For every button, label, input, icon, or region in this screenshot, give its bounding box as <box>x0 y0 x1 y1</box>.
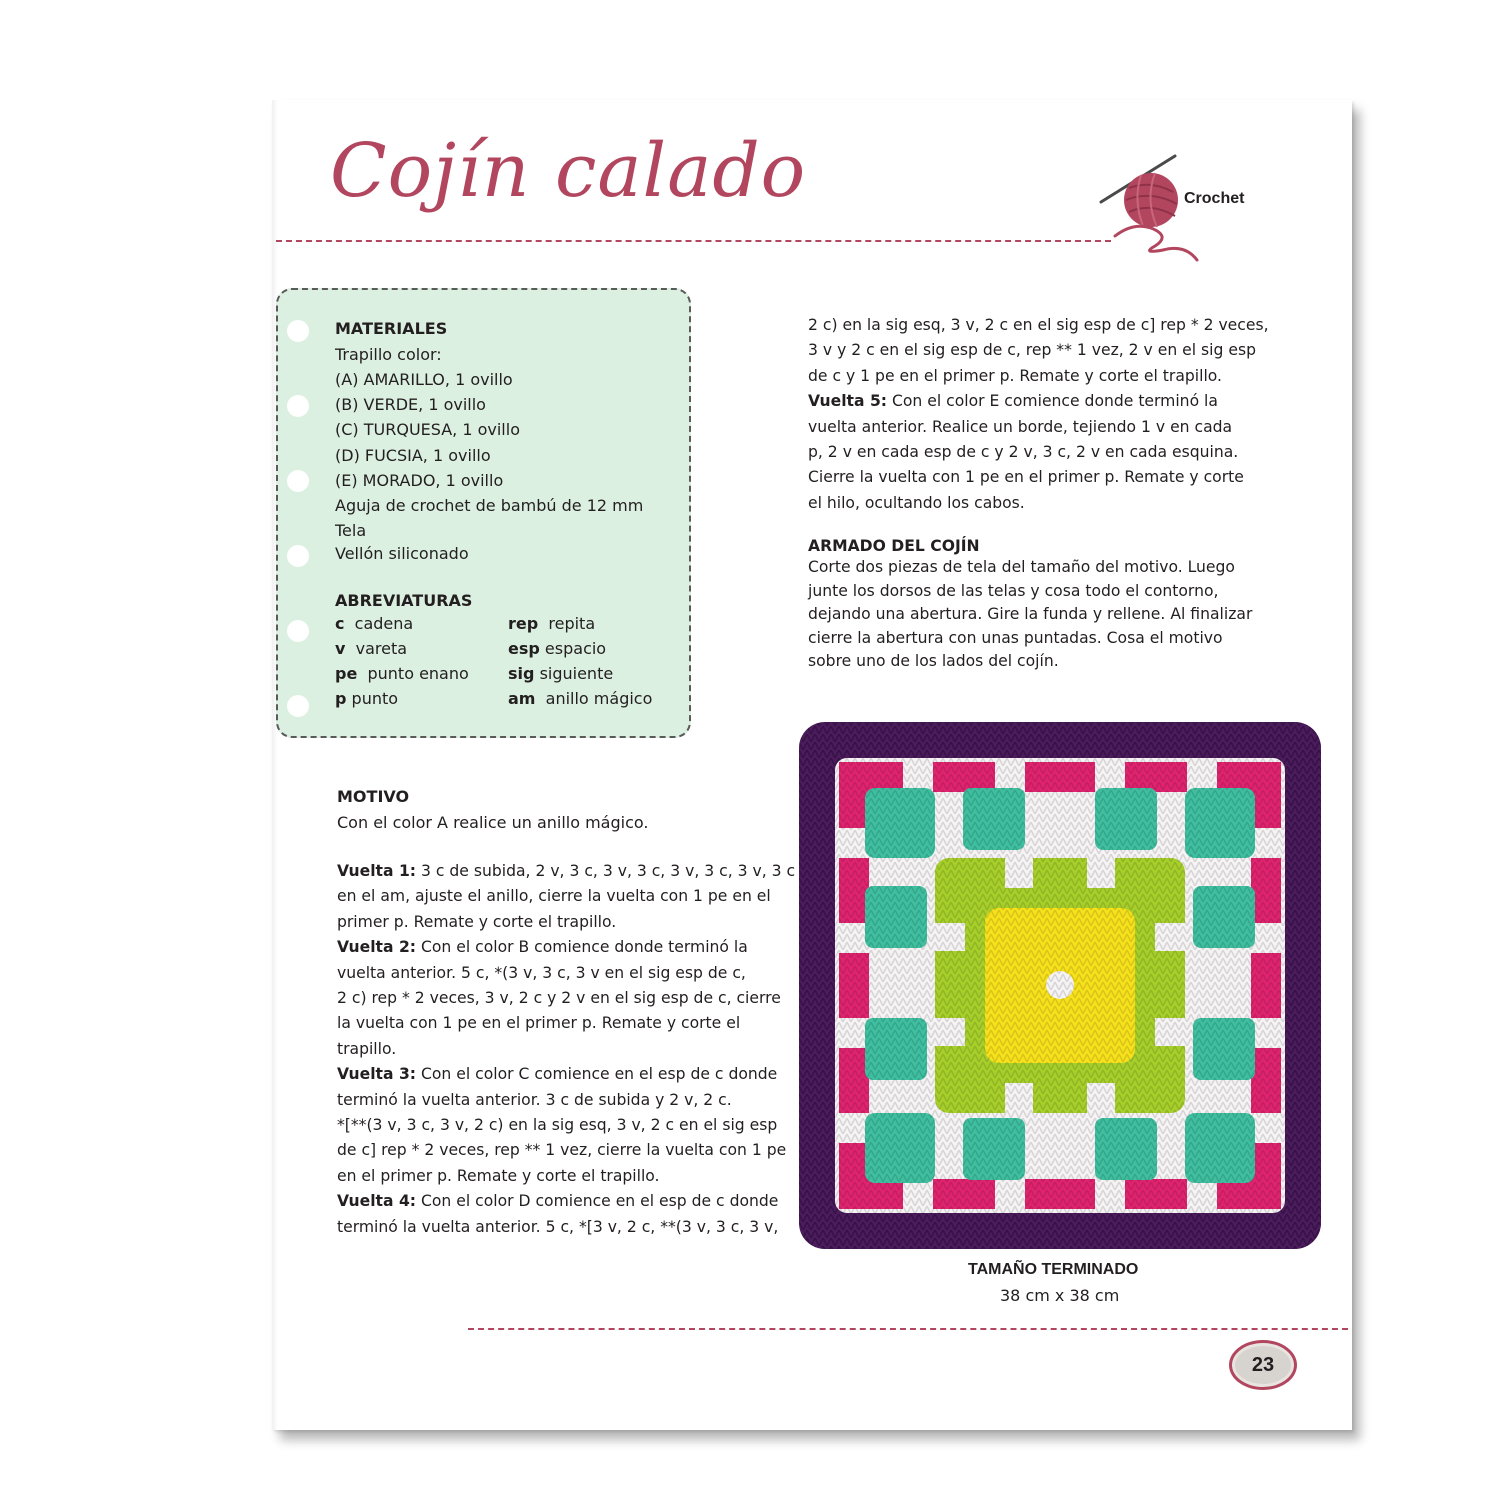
round-line: Vuelta 2: Con el color B comience donde terminó la <box>337 938 748 957</box>
header-dashed-rule <box>276 240 1111 242</box>
motivo-intro: Con el color A realice un anillo mágico. <box>337 813 649 832</box>
materials-item: Trapillo color: <box>335 345 442 364</box>
round-line: vuelta anterior. 5 c, *(3 v, 3 c, 3 v en el sig esp de c, <box>337 963 746 982</box>
materials-item: Aguja de crochet de bambú de 12 mm <box>335 496 644 515</box>
finished-size-label: TAMAÑO TERMINADO <box>968 1261 1139 1278</box>
page-title: Cojín calado <box>330 128 807 214</box>
right-column-text <box>808 313 1269 516</box>
materials-item: (C) TURQUESA, 1 ovillo <box>335 420 520 439</box>
round-line: en el primer p. Remate y corte el trapillo. <box>337 1166 660 1185</box>
round-line: Vuelta 3: Con el color C comience en el esp de c donde <box>337 1065 778 1084</box>
materials-item: (A) AMARILLO, 1 ovillo <box>335 370 513 389</box>
round-line: Cierre la vuelta con 1 pe en el primer p. Remate y corte <box>808 468 1244 487</box>
round-line: en el am, ajuste el anillo, cierre la vuelta con 1 pe en el <box>337 887 771 906</box>
section-label: Crochet <box>1184 190 1245 207</box>
materials-item: (E) MORADO, 1 ovillo <box>335 471 504 490</box>
binder-hole <box>287 470 309 492</box>
round-line: p, 2 v en cada esp de c y 2 v, 3 c, 2 v en cada esquina. <box>808 443 1239 462</box>
round-line: primer p. Remate y corte el trapillo. <box>337 912 617 931</box>
round-line: Vuelta 1: 3 c de subida, 2 v, 3 c, 3 v, 3 c, 3 v, 3 c, 3 v, 3 c <box>337 862 796 880</box>
abbreviation-entry: am anillo mágico <box>508 689 653 708</box>
materials-item: Tela <box>335 521 367 540</box>
round-line: terminó la vuelta anterior. 5 c, *[3 v, 2 c, **(3 v, 3 c, 3 v, <box>337 1217 779 1236</box>
abbreviation-entry: sig siguiente <box>508 664 614 683</box>
abbreviation-entry: pe punto enano <box>335 664 469 683</box>
abbreviation-entry: p punto <box>335 689 399 708</box>
binder-hole <box>287 320 309 342</box>
round-line: terminó la vuelta anterior. 3 c de subida y 2 v, 2 c. <box>337 1090 732 1109</box>
round-line: Vuelta 4: Con el color D comience en el esp de c donde <box>337 1192 779 1211</box>
round-line: trapillo. <box>337 1039 397 1058</box>
round-line: 2 c) rep * 2 veces, 3 v, 2 c y 2 v en el sig esp de c, cierre <box>337 989 781 1008</box>
materials-heading: MATERIALES <box>335 319 448 338</box>
round-line: Vuelta 5: Con el color E comience donde terminó la <box>808 392 1218 411</box>
abbreviation-entry: rep repita <box>508 614 596 633</box>
page-number: 23 <box>1229 1340 1297 1390</box>
abbreviation-entry: esp espacio <box>508 639 607 658</box>
binder-hole <box>287 620 309 642</box>
motivo-rounds <box>337 859 795 1240</box>
round-line: de c y 1 pe en el primer p. Remate y corte el trapillo. <box>808 366 1223 385</box>
abbreviation-entry: c cadena <box>335 614 414 633</box>
footer-dashed-rule <box>468 1328 1348 1330</box>
abbreviation-entry: v vareta <box>335 639 408 658</box>
round-line: 2 c) en la sig esq, 3 v, 2 c en el sig esp de c] rep * 2 veces, <box>808 316 1269 334</box>
binder-hole <box>287 395 309 417</box>
round-line: el hilo, ocultando los cabos. <box>808 493 1025 512</box>
binder-hole <box>287 695 309 717</box>
cushion-photo <box>795 718 1325 1253</box>
motivo-heading: MOTIVO <box>337 787 410 806</box>
abbreviations-heading: ABREVIATURAS <box>335 591 473 610</box>
materials-item: Vellón siliconado <box>335 544 469 563</box>
round-line: la vuelta con 1 pe en el primer p. Remate y corte el <box>337 1014 741 1033</box>
materials-item: (B) VERDE, 1 ovillo <box>335 395 486 414</box>
yarn-ball-icon <box>1093 150 1213 270</box>
finished-size-value: 38 cm x 38 cm <box>1000 1286 1120 1305</box>
binder-hole <box>287 545 309 567</box>
round-line: de c] rep * 2 veces, rep ** 1 vez, cierre la vuelta con 1 pe <box>337 1141 787 1160</box>
assembly-heading: ARMADO DEL COJÍN <box>808 537 980 555</box>
round-line: vuelta anterior. Realice un borde, tejiendo 1 v en cada <box>808 417 1233 436</box>
assembly-text: Corte dos piezas de tela del tamaño del motivo. Luego junte los dorsos de las telas y cosa todo el contorno, dejando una abertura. Gire la funda y rellene. Al finalizar cierre la abertura con unas puntadas. Cosa el motivo sobre uno de los lados del cojín. <box>808 558 1253 671</box>
materials-item: (D) FUCSIA, 1 ovillo <box>335 446 491 465</box>
round-line: *[**(3 v, 3 c, 3 v, 2 c) en la sig esq, 3 v, 2 c en el sig esp <box>337 1116 778 1135</box>
round-line: 3 v y 2 c en el sig esp de c, rep ** 1 vez, 2 v en el sig esp <box>808 341 1256 360</box>
